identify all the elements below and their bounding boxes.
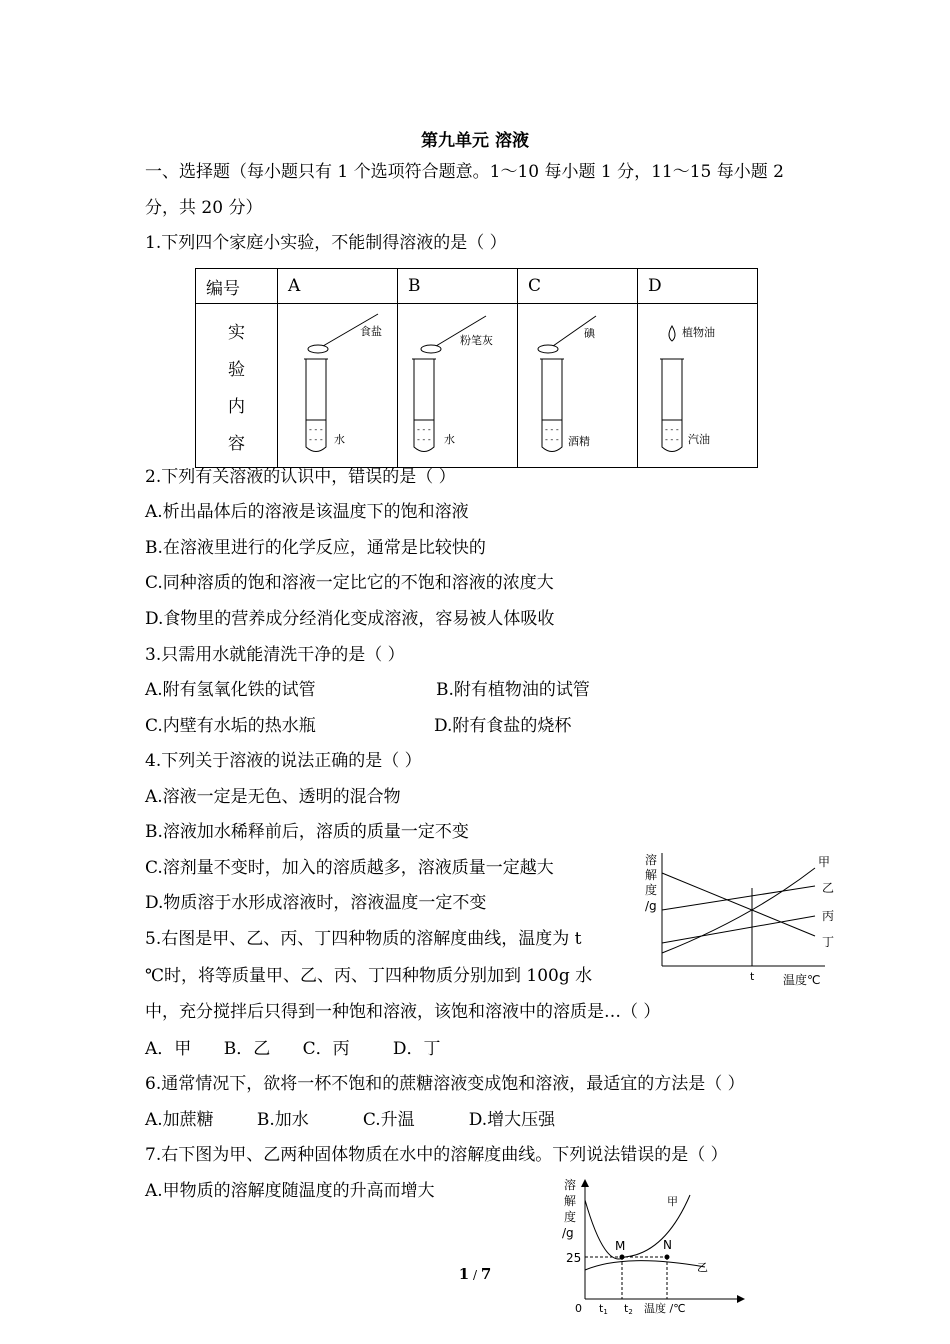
svg-text:解: 解 <box>564 1194 577 1208</box>
x-axis-label: 温度℃ <box>783 973 821 987</box>
table-header-cell: A <box>288 276 301 296</box>
svg-text:- - -: - - - <box>545 435 559 444</box>
legend-yi: 乙 <box>697 1261 708 1274</box>
legend-jia: 甲 <box>818 855 831 869</box>
q1-experiment-table <box>195 268 758 468</box>
q5-solubility-chart <box>640 848 840 990</box>
q2-option-d: D.食物里的营养成分经消化变成溶液，容易被人体吸收 <box>145 609 555 629</box>
point-m <box>620 1255 625 1260</box>
y-axis-label: 溶 <box>564 1178 577 1192</box>
svg-text:度: 度 <box>564 1210 577 1224</box>
table-header-cell: 编号 <box>206 278 240 299</box>
q2-option-b: B.在溶液里进行的化学反应，通常是比较快的 <box>145 538 486 558</box>
svg-text:- - -: - - - <box>309 435 323 444</box>
q4-option-d: D.物质溶于水形成溶液时，溶液温度一定不变 <box>145 893 487 913</box>
svg-text:- - -: - - - <box>665 435 679 444</box>
solute-label: 食盐 <box>360 325 382 338</box>
legend-ding: 丁 <box>822 935 835 949</box>
q5-stem-line2: ℃时，将等质量甲、乙、丙、丁四种物质分别加到 100g 水 <box>145 966 593 986</box>
experiment-c-illustration <box>518 304 637 462</box>
x-axis-arrow-icon <box>737 1295 745 1303</box>
oil-drop-icon <box>669 326 675 341</box>
q3-option-a: A.附有氢氧化铁的试管 <box>145 680 316 700</box>
point-n <box>665 1255 670 1260</box>
row-label: 实 验 内 容 <box>228 322 245 454</box>
q4-option-b: B.溶液加水稀释前后，溶质的质量一定不变 <box>145 822 469 842</box>
table-header-cell: D <box>648 276 662 296</box>
svg-text:- - -: - - - <box>545 425 559 434</box>
solute-label: 碘 <box>584 327 595 340</box>
section-heading-cont: 分，共 20 分） <box>145 198 263 218</box>
q5-stem-line1: 5.右图是甲、乙、丙、丁四种物质的溶解度曲线，温度为 t <box>145 929 582 949</box>
curve-jia <box>662 868 815 953</box>
q4-option-a: A.溶液一定是无色、透明的混合物 <box>145 787 401 807</box>
solute-label: 植物油 <box>682 326 715 339</box>
q2-option-c: C.同种溶质的饱和溶液一定比它的不饱和溶液的浓度大 <box>145 573 554 593</box>
y-axis-label: 溶 <box>645 853 658 867</box>
q6-options: A.加蔗糖 B.加水 C.升温 D.增大压强 <box>145 1110 556 1130</box>
solvent-label: 水 <box>334 433 345 446</box>
legend-yi: 乙 <box>822 881 835 895</box>
svg-text:度: 度 <box>645 883 658 897</box>
q3-option-b: B.附有植物油的试管 <box>436 680 590 700</box>
spoon-icon <box>538 345 558 353</box>
svg-text:- - -: - - - <box>309 425 323 434</box>
label-n: N <box>663 1238 672 1252</box>
origin-label: 0 <box>575 1302 582 1315</box>
svg-text:解: 解 <box>645 868 658 882</box>
curve-yi <box>662 886 815 910</box>
svg-text:- - -: - - - <box>417 425 431 434</box>
page-title: 第九单元 溶液 <box>421 131 529 151</box>
q2-stem: 2.下列有关溶液的认识中，错误的是（ ） <box>145 467 456 487</box>
svg-text:/g: /g <box>645 899 657 913</box>
q7-solubility-chart <box>555 1175 755 1320</box>
svg-text:/g: /g <box>562 1226 574 1240</box>
spoon-icon <box>308 345 328 353</box>
q7-option-a: A.甲物质的溶解度随温度的升高而增大 <box>145 1181 435 1201</box>
x-axis-label: 温度 /℃ <box>644 1302 686 1315</box>
table-header-cell: C <box>528 276 542 296</box>
legend-jia: 甲 <box>667 1195 678 1208</box>
label-m: M <box>615 1239 626 1253</box>
q4-option-c: C.溶剂量不变时，加入的溶质越多，溶液质量一定越大 <box>145 858 554 878</box>
q4-stem: 4.下列关于溶液的说法正确的是（ ） <box>145 751 422 771</box>
solute-label: 粉笔灰 <box>460 334 493 347</box>
q3-option-c: C.内壁有水垢的热水瓶 <box>145 716 316 736</box>
q6-stem: 6.通常情况下，欲将一杯不饱和的蔗糖溶液变成饱和溶液，最适宜的方法是（ ） <box>145 1074 745 1094</box>
q3-stem: 3.只需用水就能清洗干净的是（ ） <box>145 645 405 665</box>
svg-text:- - -: - - - <box>665 425 679 434</box>
q1-stem: 1.下列四个家庭小实验，不能制得溶液的是（ ） <box>145 233 507 253</box>
x-tick-t: t <box>750 970 755 983</box>
solvent-label: 酒精 <box>568 435 590 448</box>
legend-bing: 丙 <box>822 909 835 923</box>
curve-ding <box>662 873 815 936</box>
q5-options: A．甲 B．乙 C．丙 D．丁 <box>145 1039 441 1059</box>
experiment-d-illustration <box>638 304 757 462</box>
table-header-cell: B <box>408 276 421 296</box>
x-tick-t2: t2 <box>624 1302 633 1316</box>
experiment-b-illustration <box>398 304 517 462</box>
q5-stem-line3: 中，充分搅拌后只得到一种饱和溶液，该饱和溶液中的溶质是…（ ） <box>145 1002 661 1022</box>
y-axis-arrow-icon <box>581 1179 589 1187</box>
section-heading: 一、选择题（每小题只有 1 个选项符合题意。1～10 每小题 1 分，11～15 每小题 2 <box>145 162 784 182</box>
q2-option-a: A.析出晶体后的溶液是该温度下的饱和溶液 <box>145 502 469 522</box>
y-tick-25: 25 <box>566 1251 582 1265</box>
q3-option-d: D.附有食盐的烧杯 <box>434 716 572 736</box>
experiment-a-illustration <box>278 304 397 462</box>
q7-stem: 7.右下图为甲、乙两种固体物质在水中的溶解度曲线。下列说法错误的是（ ） <box>145 1145 728 1165</box>
page-number: 1 / 7 <box>458 1265 492 1283</box>
spoon-icon <box>421 345 441 353</box>
curve-bing <box>662 916 815 943</box>
x-tick-t1: t1 <box>599 1302 608 1316</box>
solvent-label: 汽油 <box>688 433 710 446</box>
svg-text:- - -: - - - <box>417 435 431 444</box>
solvent-label: 水 <box>444 433 455 446</box>
